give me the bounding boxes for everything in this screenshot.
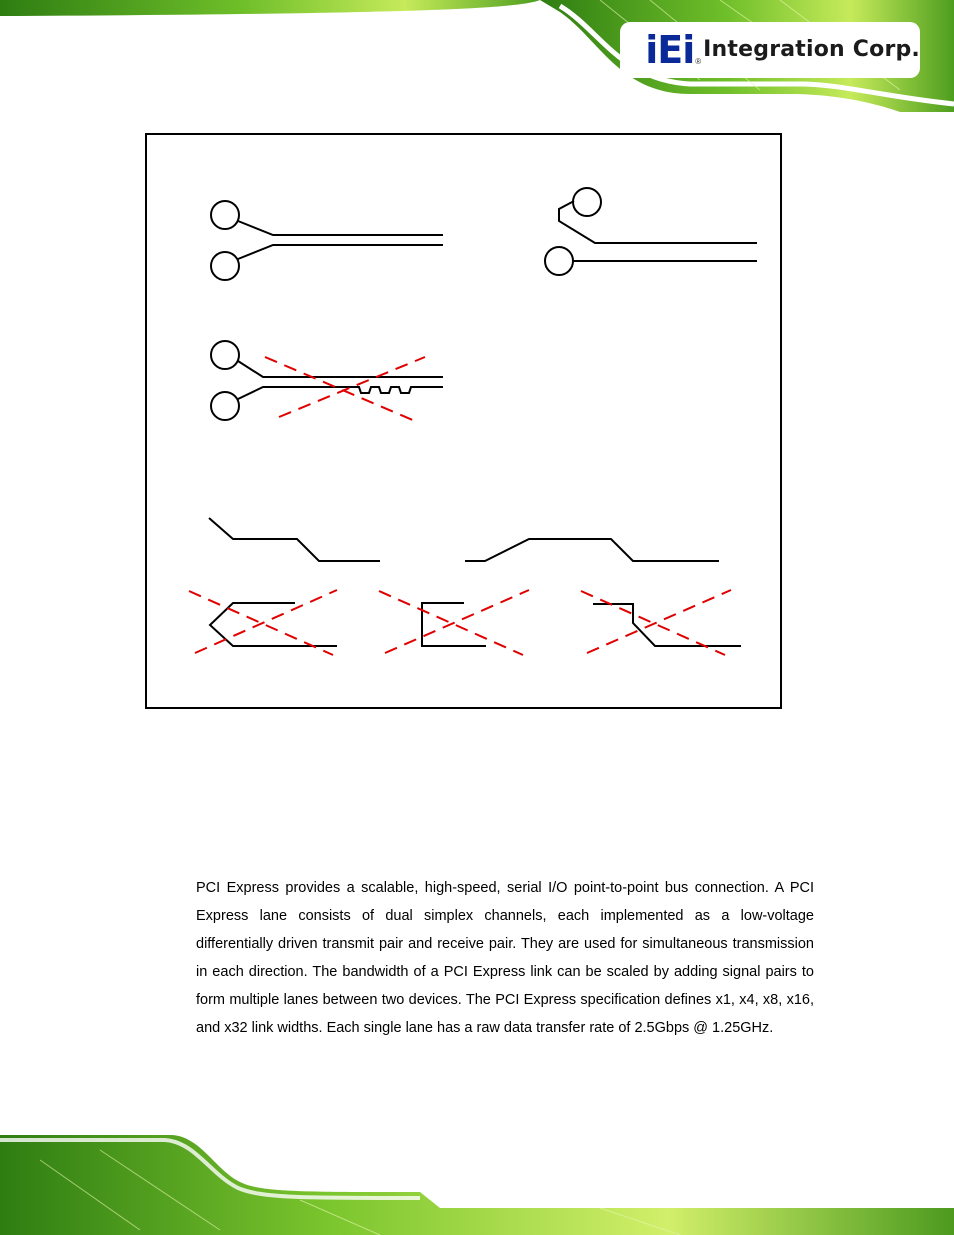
- trace: [559, 201, 757, 243]
- trace: [238, 221, 443, 235]
- logo-mark: iEi: [645, 28, 695, 72]
- logo-text: Integration Corp.: [703, 37, 920, 62]
- via-pad: [211, 252, 239, 280]
- via-pad: [545, 247, 573, 275]
- trace: [238, 387, 443, 399]
- via-pad: [211, 341, 239, 369]
- footer-banner: [0, 1130, 954, 1235]
- reject-cross: [195, 590, 337, 653]
- trace: [465, 539, 719, 561]
- trace: [209, 518, 380, 561]
- trace: [422, 603, 486, 646]
- body-paragraph: PCI Express provides a scalable, high-speed, serial I/O point-to-point bus connection. A PCI Express lane consists of dual simplex channels, each implemented as a low-voltage differentially driven transmit pair and receive pair. They are used for simultaneous transmission in each direction. The bandwidth of a PCI Express link can be scaled by adding signal pairs to form multiple lanes between two devices. The PCI Express specification defines x1, x4, x8, x16, and x32 link widths. Each single lane has a raw data transfer rate of 2.5Gbps @ 1.25GHz.: [196, 880, 814, 1036]
- reject-cross: [581, 591, 725, 655]
- reject-cross: [385, 590, 529, 653]
- registered-mark: ®: [695, 57, 702, 66]
- company-logo: [645, 28, 920, 72]
- reject-cross: [587, 590, 731, 653]
- trace: [238, 361, 443, 377]
- trace-routing-figure: [145, 133, 782, 709]
- via-pad: [211, 392, 239, 420]
- via-pad: [211, 201, 239, 229]
- trace: [238, 245, 443, 259]
- reject-cross: [265, 357, 415, 421]
- via-pad: [573, 188, 601, 216]
- trace-routing-diagram: [147, 135, 784, 711]
